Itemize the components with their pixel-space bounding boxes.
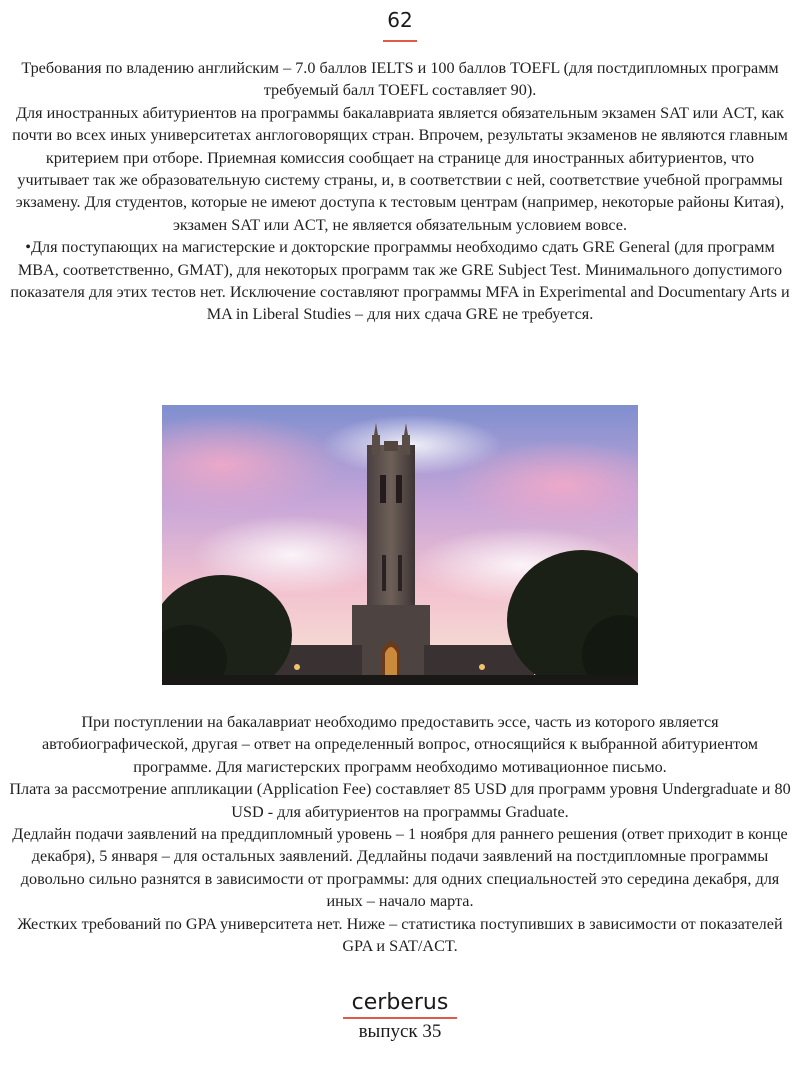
footer-brand: cerberus <box>351 990 449 1015</box>
paragraph-gpa: Жестких требований по GPA университета нет. Ниже – статистика поступивших в зависимости от показателей GPA и SAT/ACT. <box>17 914 783 956</box>
chapel-photo <box>162 405 638 685</box>
page-number-underline <box>383 40 417 42</box>
footer-issue: выпуск 35 <box>358 1021 442 1042</box>
paragraph-sat-act: Для иностранных абитуриентов на программы бакалавриата является обязательным экзамен SAT или ACT, как почти во всех иных университетах англоговорящих стран. Впрочем, результаты экзаменов не являются главным критерием при отборе. Приемная комиссия сообщает на странице для иностранных абитуриентов, что учитывает так же образовательную систему страны, и, в соответствии с ней, соответствие учебной программы экзамену. Для студентов, которые не имеют доступа к тестовым центрам (например, некоторые районы Китая), экзамен SAT или ACT, не является обязательным условием вовсе. <box>12 103 788 234</box>
footer-underline <box>343 1017 457 1019</box>
paragraph-essay: При поступлении на бакалавриат необходимо предоставить эссе, часть из которого является автобиографической, другая – ответ на определенный вопрос, относящийся к выбранной абитуриентом программе. Для магистерских программ необходимо мотивационное письмо. <box>41 713 758 776</box>
page-number: 62 <box>387 8 413 32</box>
top-text-block <box>8 57 792 326</box>
paragraph-application-fee: Плата за рассмотрение аппликации (Application Fee) составляет 85 USD для программ уровня Undergraduate и 80 USD - для абитуриентов на программы Graduate. <box>9 780 791 821</box>
bottom-text-block <box>8 711 792 957</box>
paragraph-language-requirements: Требования по владению английским – 7.0 баллов IELTS и 100 баллов TOEFL (для постдипломных программ требуемый балл TOEFL составляет 90). <box>21 59 779 100</box>
paragraph-deadlines: Дедлайн подачи заявлений на преддипломный уровень – 1 ноября для раннего решения (ответ приходит в конце декабря), 5 января – для остальных заявлений. Дедлайны подачи заявлений на постдипломные программы довольно сильно разнятся в зависимости от программы: для одних специальностей это середина декабря, для иных – начало марта. <box>12 825 788 911</box>
paragraph-gre-gmat: •Для поступающих на магистерские и докторские программы необходимо сдать GRE General (для программ MBA, соответственно, GMAT), для некоторых программ так же GRE Subject Test. Минимального допустимого показателя для этих тестов нет. Исключение составляют программы MFA in Experimental and Documentary Arts и MA in Liberal Studies – для них сдача GRE не требуется. <box>10 238 790 324</box>
